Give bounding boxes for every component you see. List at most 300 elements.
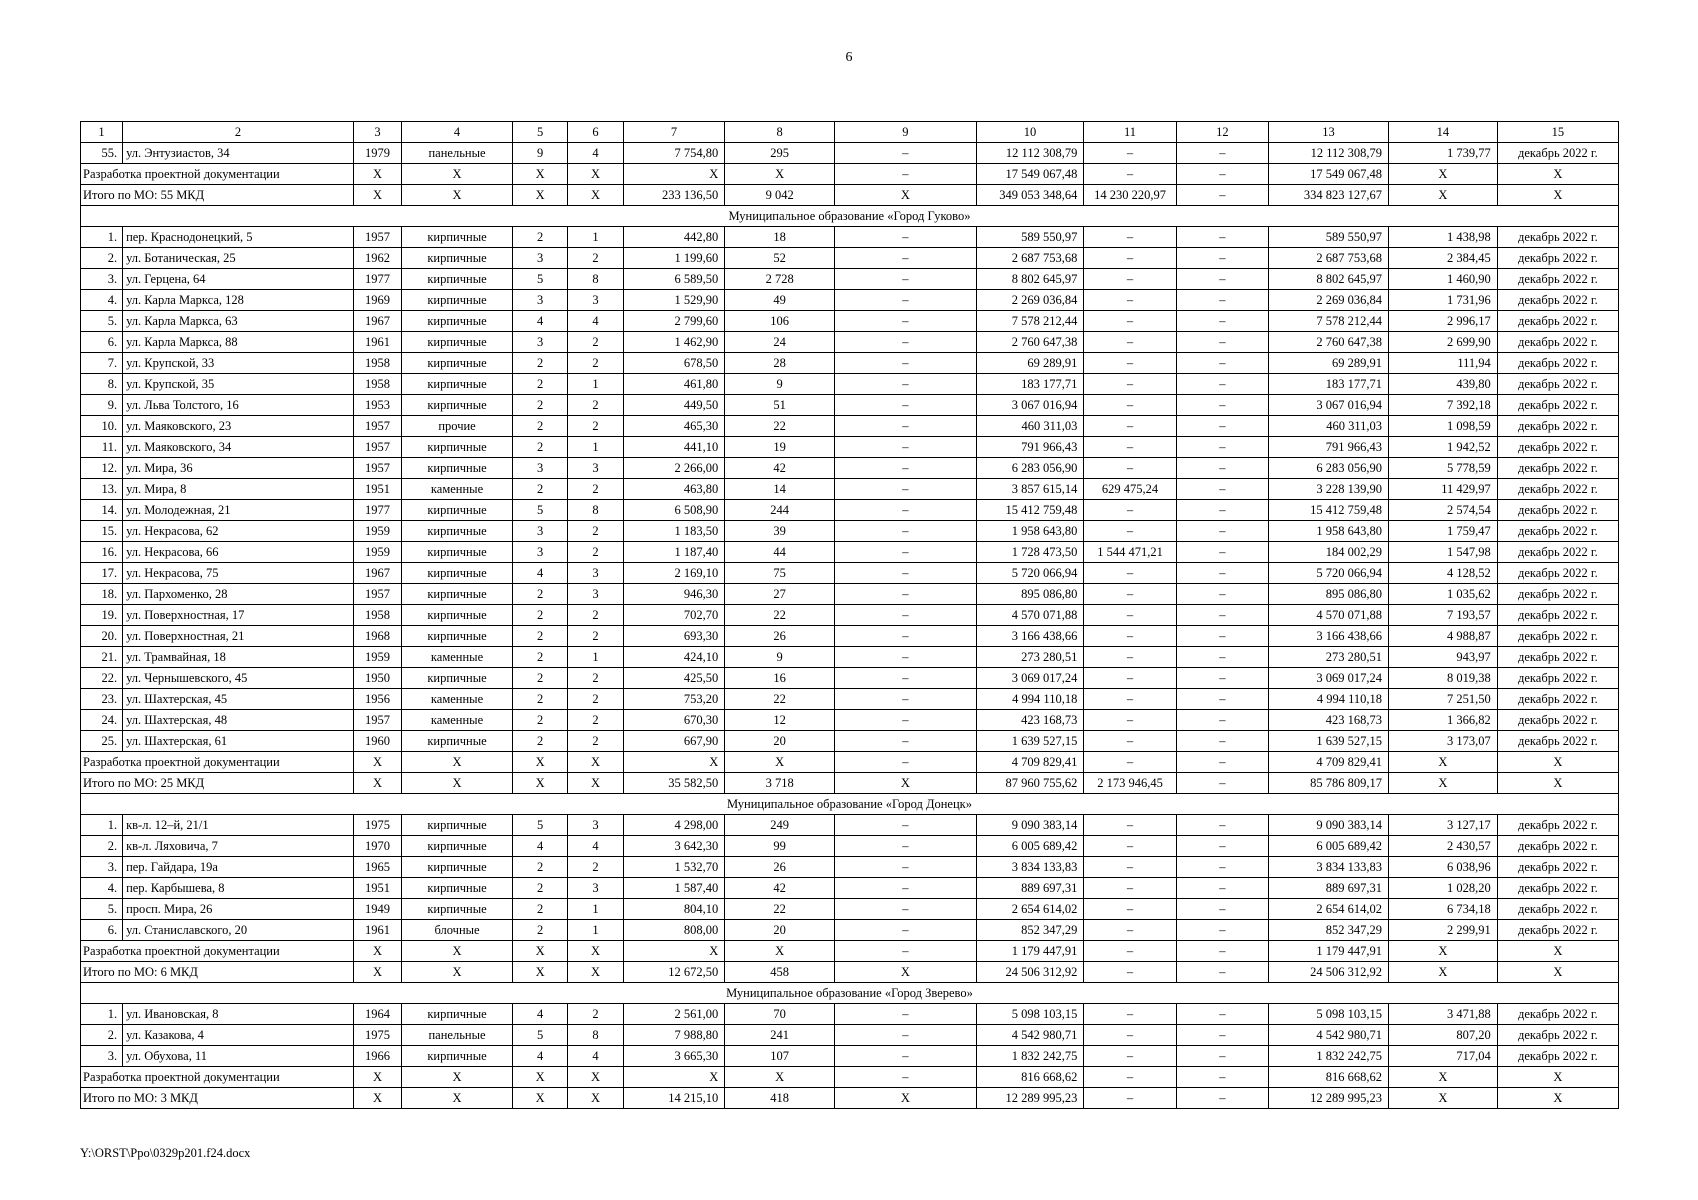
table-cell: X — [512, 773, 567, 794]
row-index: 19. — [81, 605, 123, 626]
table-cell: 27 — [725, 584, 835, 605]
table-cell: 3 069 017,24 — [1269, 668, 1389, 689]
table-cell: 3 — [568, 584, 623, 605]
table-cell: декабрь 2022 г. — [1497, 437, 1618, 458]
table-cell: 5 — [512, 1025, 567, 1046]
table-cell: – — [1084, 731, 1176, 752]
table-cell: – — [1084, 332, 1176, 353]
table-cell: декабрь 2022 г. — [1497, 311, 1618, 332]
table-cell: 439,80 — [1389, 374, 1498, 395]
table-cell: 8 — [568, 1025, 623, 1046]
table-cell: 1959 — [353, 521, 401, 542]
table-cell: 3 — [512, 332, 567, 353]
table-cell: – — [835, 311, 977, 332]
table-cell: 4 542 980,71 — [976, 1025, 1084, 1046]
table-cell: 3 — [512, 458, 567, 479]
table-cell: декабрь 2022 г. — [1497, 710, 1618, 731]
table-cell: – — [1084, 395, 1176, 416]
table-cell: 273 280,51 — [976, 647, 1084, 668]
table-cell: X — [353, 185, 401, 206]
table-cell: 183 177,71 — [1269, 374, 1389, 395]
table-cell: – — [1176, 920, 1268, 941]
table-cell: 3 173,07 — [1389, 731, 1498, 752]
column-number: 11 — [1084, 122, 1176, 143]
table-cell: 3 834 133,83 — [976, 857, 1084, 878]
municipality-header-row — [81, 983, 1619, 1004]
table-cell: 44 — [725, 542, 835, 563]
address-cell: ул. Герцена, 64 — [123, 269, 354, 290]
table-cell: 2 299,91 — [1389, 920, 1498, 941]
table-cell: 2 — [512, 689, 567, 710]
address-cell: ул. Казакова, 4 — [123, 1025, 354, 1046]
table-cell: 1956 — [353, 689, 401, 710]
table-cell: 423 168,73 — [976, 710, 1084, 731]
table-cell: 15 412 759,48 — [1269, 500, 1389, 521]
table-cell: – — [1176, 605, 1268, 626]
table-cell: 816 668,62 — [976, 1067, 1084, 1088]
table-cell: декабрь 2022 г. — [1497, 353, 1618, 374]
table-row — [81, 920, 1619, 941]
row-index: 22. — [81, 668, 123, 689]
table-cell: X — [835, 962, 977, 983]
table-cell: 17 549 067,48 — [1269, 164, 1389, 185]
table-cell: декабрь 2022 г. — [1497, 920, 1618, 941]
row-index: 21. — [81, 647, 123, 668]
table-cell: 8 019,38 — [1389, 668, 1498, 689]
table-cell: 3 067 016,94 — [1269, 395, 1389, 416]
table-cell: 244 — [725, 500, 835, 521]
address-cell: ул. Карла Маркса, 88 — [123, 332, 354, 353]
table-cell: декабрь 2022 г. — [1497, 542, 1618, 563]
table-cell: – — [835, 605, 977, 626]
table-cell: 3 834 133,83 — [1269, 857, 1389, 878]
table-cell: X — [623, 752, 725, 773]
table-cell: 9 — [512, 143, 567, 164]
table-cell: 629 475,24 — [1084, 479, 1176, 500]
table-cell: 69 289,91 — [976, 353, 1084, 374]
summary-label: Итого по МО: 3 МКД — [81, 1088, 354, 1109]
table-cell: 449,50 — [623, 395, 725, 416]
table-row — [81, 647, 1619, 668]
table-cell: – — [835, 416, 977, 437]
table-cell: 2 — [512, 416, 567, 437]
municipality-name: Муниципальное образование «Город Гуково» — [81, 206, 1619, 227]
table-cell: 7 754,80 — [623, 143, 725, 164]
table-cell: кирпичные — [402, 1004, 513, 1025]
table-cell: 2 561,00 — [623, 1004, 725, 1025]
row-index: 6. — [81, 332, 123, 353]
table-cell: 3 — [568, 815, 623, 836]
table-cell: X — [1497, 1088, 1618, 1109]
address-cell: ул. Трамвайная, 18 — [123, 647, 354, 668]
table-cell: X — [512, 752, 567, 773]
table-row — [81, 731, 1619, 752]
table-cell: 12 289 995,23 — [976, 1088, 1084, 1109]
table-cell: 4 298,00 — [623, 815, 725, 836]
table-cell: 460 311,03 — [976, 416, 1084, 437]
table-cell: 1 958 643,80 — [1269, 521, 1389, 542]
table-cell: – — [1084, 143, 1176, 164]
table-cell: 4 — [512, 311, 567, 332]
table-cell: 5 — [512, 269, 567, 290]
table-cell: X — [353, 752, 401, 773]
table-cell: – — [1084, 647, 1176, 668]
table-cell: декабрь 2022 г. — [1497, 563, 1618, 584]
table-cell: кирпичные — [402, 227, 513, 248]
table-cell: декабрь 2022 г. — [1497, 689, 1618, 710]
table-cell: – — [1084, 668, 1176, 689]
table-cell: – — [1084, 416, 1176, 437]
table-cell: – — [1176, 164, 1268, 185]
table-cell: 2 269 036,84 — [1269, 290, 1389, 311]
table-cell: 35 582,50 — [623, 773, 725, 794]
table-cell: – — [835, 1025, 977, 1046]
table-cell: 52 — [725, 248, 835, 269]
table-cell: – — [835, 437, 977, 458]
table-cell: – — [1176, 815, 1268, 836]
table-cell: 3 857 615,14 — [976, 479, 1084, 500]
column-number: 4 — [402, 122, 513, 143]
table-cell: кирпичные — [402, 899, 513, 920]
address-cell: ул. Ботаническая, 25 — [123, 248, 354, 269]
row-index: 2. — [81, 248, 123, 269]
summary-label: Разработка проектной документации — [81, 941, 354, 962]
table-cell: 1 438,98 — [1389, 227, 1498, 248]
table-cell: – — [1084, 584, 1176, 605]
column-number: 7 — [623, 122, 725, 143]
table-cell: 717,04 — [1389, 1046, 1498, 1067]
table-cell: 852 347,29 — [1269, 920, 1389, 941]
table-cell: X — [402, 962, 513, 983]
table-cell: 458 — [725, 962, 835, 983]
table-cell: 12 112 308,79 — [976, 143, 1084, 164]
row-index: 5. — [81, 311, 123, 332]
table-cell: – — [1084, 605, 1176, 626]
row-index: 24. — [81, 710, 123, 731]
table-row — [81, 269, 1619, 290]
table-cell: X — [1389, 164, 1498, 185]
table-cell: декабрь 2022 г. — [1497, 731, 1618, 752]
table-cell: 423 168,73 — [1269, 710, 1389, 731]
table-row — [81, 857, 1619, 878]
table-cell: X — [1389, 1088, 1498, 1109]
municipality-name: Муниципальное образование «Город Зверево» — [81, 983, 1619, 1004]
address-cell: пер. Гайдара, 19а — [123, 857, 354, 878]
table-cell: 1 529,90 — [623, 290, 725, 311]
table-cell: 1958 — [353, 353, 401, 374]
table-cell: 184 002,29 — [1269, 542, 1389, 563]
table-cell: – — [1176, 542, 1268, 563]
table-cell: кирпичные — [402, 458, 513, 479]
table-cell: 2 — [512, 731, 567, 752]
table-cell: 7 251,50 — [1389, 689, 1498, 710]
table-cell: 3 069 017,24 — [976, 668, 1084, 689]
table-cell: 2 — [512, 353, 567, 374]
table-cell: – — [835, 815, 977, 836]
table-cell: 4 — [512, 836, 567, 857]
table-cell: 3 471,88 — [1389, 1004, 1498, 1025]
table-cell: 2 — [512, 395, 567, 416]
table-cell: 1 731,96 — [1389, 290, 1498, 311]
table-cell: прочие — [402, 416, 513, 437]
table-cell: X — [568, 773, 623, 794]
table-cell: 20 — [725, 920, 835, 941]
table-cell: 804,10 — [623, 899, 725, 920]
table-cell: – — [1176, 143, 1268, 164]
table-cell: – — [1176, 1004, 1268, 1025]
table-cell: – — [1084, 1046, 1176, 1067]
table-cell: 11 429,97 — [1389, 479, 1498, 500]
table-cell: – — [835, 584, 977, 605]
table-cell: – — [1084, 248, 1176, 269]
table-cell: X — [512, 941, 567, 962]
table-cell: 4 128,52 — [1389, 563, 1498, 584]
table-cell: кирпичные — [402, 521, 513, 542]
table-cell: 3 067 016,94 — [976, 395, 1084, 416]
table-cell: 2 — [512, 899, 567, 920]
table-cell: 6 005 689,42 — [1269, 836, 1389, 857]
table-cell: 753,20 — [623, 689, 725, 710]
table-cell: декабрь 2022 г. — [1497, 647, 1618, 668]
table-cell: X — [725, 941, 835, 962]
table-cell: 3 127,17 — [1389, 815, 1498, 836]
table-cell: – — [1176, 311, 1268, 332]
table-cell: 4 994 110,18 — [976, 689, 1084, 710]
table-cell: 3 — [568, 563, 623, 584]
table-row — [81, 458, 1619, 479]
row-index: 15. — [81, 521, 123, 542]
table-cell: 1967 — [353, 563, 401, 584]
table-cell: 816 668,62 — [1269, 1067, 1389, 1088]
table-cell: 1 — [568, 920, 623, 941]
table-cell: 2 654 614,02 — [1269, 899, 1389, 920]
table-cell: 3 718 — [725, 773, 835, 794]
address-cell: ул. Энтузиастов, 34 — [123, 143, 354, 164]
table-cell: кирпичные — [402, 731, 513, 752]
table-cell: – — [1176, 962, 1268, 983]
table-cell: декабрь 2022 г. — [1497, 500, 1618, 521]
table-cell: – — [1084, 920, 1176, 941]
table-row — [81, 479, 1619, 500]
table-cell: – — [1176, 899, 1268, 920]
address-cell: ул. Поверхностная, 17 — [123, 605, 354, 626]
table-cell: 2 269 036,84 — [976, 290, 1084, 311]
table-cell: 2 — [568, 689, 623, 710]
table-cell: – — [1176, 941, 1268, 962]
summary-row — [81, 773, 1619, 794]
table-cell: декабрь 2022 г. — [1497, 227, 1618, 248]
address-cell: кв-л. 12–й, 21/1 — [123, 815, 354, 836]
table-cell: декабрь 2022 г. — [1497, 1046, 1618, 1067]
table-cell: 2 — [512, 227, 567, 248]
table-cell: 889 697,31 — [976, 878, 1084, 899]
table-cell: 1 942,52 — [1389, 437, 1498, 458]
table-cell: – — [835, 269, 977, 290]
table-cell: декабрь 2022 г. — [1497, 605, 1618, 626]
table-cell: X — [725, 752, 835, 773]
table-cell: 9 090 383,14 — [976, 815, 1084, 836]
table-cell: X — [568, 941, 623, 962]
table-cell: – — [835, 626, 977, 647]
table-cell: 1 — [568, 899, 623, 920]
table-cell: 4 709 829,41 — [976, 752, 1084, 773]
table-cell: 2 — [568, 248, 623, 269]
table-cell: 4 570 071,88 — [1269, 605, 1389, 626]
table-cell: 2 654 614,02 — [976, 899, 1084, 920]
table-cell: 2 169,10 — [623, 563, 725, 584]
table-cell: 2 799,60 — [623, 311, 725, 332]
table-cell: 7 578 212,44 — [1269, 311, 1389, 332]
table-cell: 4 994 110,18 — [1269, 689, 1389, 710]
table-cell: X — [1389, 752, 1498, 773]
table-cell: – — [1176, 668, 1268, 689]
table-cell: 2 — [512, 374, 567, 395]
table-cell: X — [353, 962, 401, 983]
table-cell: – — [835, 500, 977, 521]
table-cell: – — [1176, 479, 1268, 500]
column-number: 5 — [512, 122, 567, 143]
table-cell: X — [1497, 941, 1618, 962]
table-cell: 19 — [725, 437, 835, 458]
table-cell: 6 283 056,90 — [1269, 458, 1389, 479]
table-cell: 1967 — [353, 311, 401, 332]
table-cell: 2 687 753,68 — [976, 248, 1084, 269]
table-cell: декабрь 2022 г. — [1497, 143, 1618, 164]
table-cell: X — [1389, 962, 1498, 983]
address-cell: ул. Шахтерская, 61 — [123, 731, 354, 752]
table-cell: декабрь 2022 г. — [1497, 458, 1618, 479]
table-cell: 2 384,45 — [1389, 248, 1498, 269]
table-cell: 14 230 220,97 — [1084, 185, 1176, 206]
table-cell: 2 760 647,38 — [1269, 332, 1389, 353]
table-cell: 24 506 312,92 — [1269, 962, 1389, 983]
table-cell: X — [1497, 1067, 1618, 1088]
table-cell: – — [835, 479, 977, 500]
table-cell: 1957 — [353, 710, 401, 731]
table-cell: декабрь 2022 г. — [1497, 626, 1618, 647]
table-cell: – — [1084, 374, 1176, 395]
table-cell: – — [1084, 1067, 1176, 1088]
table-row — [81, 815, 1619, 836]
table-cell: 8 802 645,97 — [1269, 269, 1389, 290]
table-cell: 87 960 755,62 — [976, 773, 1084, 794]
table-cell: 1975 — [353, 815, 401, 836]
table-cell: 1977 — [353, 500, 401, 521]
address-cell: ул. Мира, 36 — [123, 458, 354, 479]
table-cell: каменные — [402, 710, 513, 731]
table-cell: – — [835, 353, 977, 374]
table-cell: панельные — [402, 1025, 513, 1046]
table-cell: X — [568, 1067, 623, 1088]
table-cell: кирпичные — [402, 500, 513, 521]
table-cell: 1 199,60 — [623, 248, 725, 269]
table-cell: 6 283 056,90 — [976, 458, 1084, 479]
table-cell: 2 728 — [725, 269, 835, 290]
table-cell: 2 — [568, 626, 623, 647]
table-cell: блочные — [402, 920, 513, 941]
repair-schedule-table — [80, 121, 1619, 1109]
table-cell: 1 — [568, 647, 623, 668]
table-cell: 1957 — [353, 437, 401, 458]
table-cell: 1957 — [353, 584, 401, 605]
row-index: 9. — [81, 395, 123, 416]
table-cell: декабрь 2022 г. — [1497, 836, 1618, 857]
table-cell: – — [835, 920, 977, 941]
table-cell: 7 988,80 — [623, 1025, 725, 1046]
row-index: 4. — [81, 290, 123, 311]
table-cell: кирпичные — [402, 1046, 513, 1067]
table-row — [81, 332, 1619, 353]
table-cell: – — [835, 227, 977, 248]
table-cell: – — [1084, 836, 1176, 857]
table-cell: 18 — [725, 227, 835, 248]
table-cell: X — [835, 1088, 977, 1109]
table-cell: кирпичные — [402, 332, 513, 353]
table-row — [81, 437, 1619, 458]
table-cell: 791 966,43 — [1269, 437, 1389, 458]
table-cell: декабрь 2022 г. — [1497, 668, 1618, 689]
table-cell: – — [1176, 584, 1268, 605]
table-cell: декабрь 2022 г. — [1497, 899, 1618, 920]
table-cell: X — [835, 185, 977, 206]
column-number-row — [81, 122, 1619, 143]
table-cell: 1 832 242,75 — [1269, 1046, 1389, 1067]
table-cell: 4 — [512, 1046, 567, 1067]
table-cell: 2 430,57 — [1389, 836, 1498, 857]
table-cell: 39 — [725, 521, 835, 542]
table-cell: 2 — [512, 647, 567, 668]
table-cell: X — [1389, 941, 1498, 962]
table-cell: – — [1176, 269, 1268, 290]
table-cell: 4 542 980,71 — [1269, 1025, 1389, 1046]
table-cell: – — [835, 164, 977, 185]
summary-row — [81, 1067, 1619, 1088]
table-cell: X — [568, 962, 623, 983]
table-cell: 895 086,80 — [976, 584, 1084, 605]
table-cell: 678,50 — [623, 353, 725, 374]
table-cell: – — [1176, 416, 1268, 437]
table-cell: – — [1084, 710, 1176, 731]
table-cell: – — [835, 374, 977, 395]
summary-row — [81, 1088, 1619, 1109]
column-number: 14 — [1389, 122, 1498, 143]
table-cell: X — [725, 164, 835, 185]
row-index: 7. — [81, 353, 123, 374]
table-cell: 2 — [568, 521, 623, 542]
table-cell: 22 — [725, 416, 835, 437]
row-index: 12. — [81, 458, 123, 479]
table-cell: 22 — [725, 899, 835, 920]
table-cell: 2 — [568, 710, 623, 731]
table-cell: 1958 — [353, 374, 401, 395]
table-cell: 425,50 — [623, 668, 725, 689]
table-cell: 3 — [568, 290, 623, 311]
table-cell: X — [568, 185, 623, 206]
table-cell: 69 289,91 — [1269, 353, 1389, 374]
table-cell: кирпичные — [402, 542, 513, 563]
table-cell: – — [1176, 689, 1268, 710]
table-cell: 233 136,50 — [623, 185, 725, 206]
table-cell: 1 183,50 — [623, 521, 725, 542]
table-cell: 2 — [568, 857, 623, 878]
table-cell: – — [1176, 500, 1268, 521]
table-cell: 183 177,71 — [976, 374, 1084, 395]
table-cell: – — [1176, 353, 1268, 374]
table-cell: – — [1176, 374, 1268, 395]
table-cell: 2 699,90 — [1389, 332, 1498, 353]
table-cell: – — [835, 836, 977, 857]
table-cell: – — [835, 458, 977, 479]
